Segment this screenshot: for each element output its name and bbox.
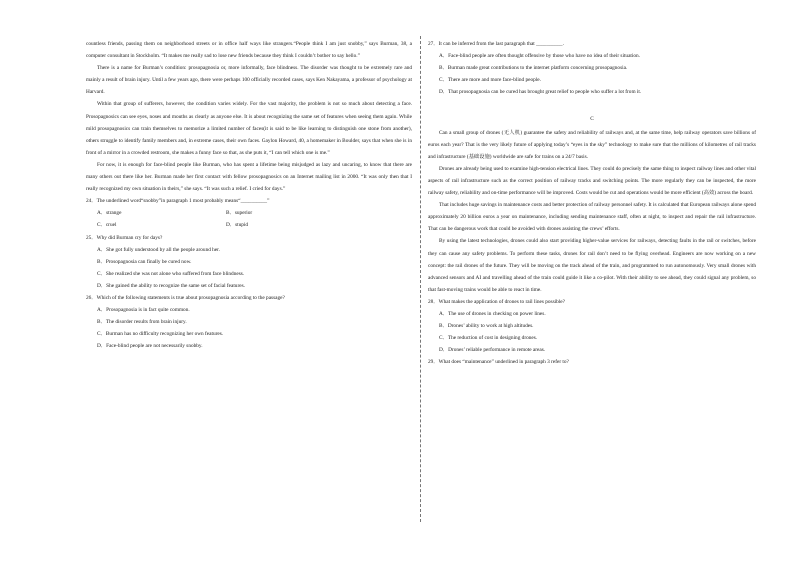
option-c: C．cruel xyxy=(97,222,117,229)
section-heading: C xyxy=(590,116,594,123)
option-d: D．Drones’ reliable performance in remote areas. xyxy=(439,347,546,354)
option-d: D．Face-blind people are not necessarily snobby. xyxy=(97,343,203,350)
option-b: B．superior xyxy=(226,210,253,217)
column-divider xyxy=(420,36,421,522)
question-26 xyxy=(86,292,412,352)
option-row xyxy=(86,219,412,231)
passage-paragraph: By using the latest technologies, drones could also start providing higher-value services for railways, detecting faults in the rail or switches, before they can cause any safety problems. To perform these tasks, drones for rail don’t need to be flying overhead. Engineers are now working on a new concept: the rail drones of the future. They will be moving on the track ahead of the train, and programmed to run autonomously. Very small drones with advanced sensors and AI and travelling ahead of the train could guide it like a co-pilot. With their ability to see ahead, they could signal any problem, so that fast-moving trains would be able to react in time. xyxy=(428,238,756,293)
passage-paragraph: There is a name for Burman’s condition: prosopagnosia or, more informally, face blindness. The disorder was thought to be extremely rare and mainly a result of brain injury. Until a few years ago, there were perhaps 100 officially recorded cases, says Ken Nakayama, a professor of psychology at Harvard. xyxy=(86,65,412,96)
option-d: D．stupid xyxy=(226,222,249,229)
question-stem: 26．Which of the following statements is true about prosopagnosia according to the passage? xyxy=(86,294,285,301)
option-c: C．Burman has no difficulty recognizing her own features. xyxy=(97,331,224,338)
passage-paragraph: Drones are already being used to examine high-tension electrical lines. They could do precisely the same thing to inspect railway lines and other vital aspects of rail infrastructure such as the correct position of railway tracks and switching points. The more regularly they can be inspected, the more railway safety, reliability and on-time performance will be improved. Costs would be cut and operations would be more efficient (高效) across the board. xyxy=(428,165,756,197)
passage-paragraph: That includes huge savings in maintenance costs and better protection of railway personnel safety. It is calculated that European railways alone spend approximately 20 billion euros a year on maintenance, including sending maintenance staff, often at night, to inspect and repair the rail infrastructure. That can be dangerous work that could be avoided with drones assisting the crews’ efforts. xyxy=(428,202,756,233)
option-c: C．There are more and more face-blind people. xyxy=(439,77,541,84)
passage-paragraph: For now, it is enough for face-blind people like Burman, who has spent a lifetime being misjudged as lazy and uncaring, to know that there are many others out there like her. Burman made her first contact with fellow prosopagnosics on an Internet mailing list in 2000. “It was only then that I really recognized my own situation in theirs,” she says. “It was such a relief. I cried for days.” xyxy=(86,161,412,193)
question-stem: 29．What does “maintenance” underlined in paragraph 3 refer to? xyxy=(428,359,569,366)
passage-paragraph: Can a small group of drones (无人机) guarantee the safety and reliability of railways and, at the same time, help railway operators save billions of euros each year? That is the very likely future of applying today’s “eyes in the sky” technology to make sure that the millions of kilometres of rail tracks and infrastructure (基础设施) worldwide are safe for trains on a 24/7 basis. xyxy=(428,129,756,160)
passage-paragraph: Within that group of sufferers, however, the condition varies widely. For the vast majority, the problem is not so much about detecting a face. Prosopagnosics can see eyes, noses and mouths as clearly as anyone else. It is about recognizing the same set of features when seeing them again. While mild prosopagnosics can train themselves to memorize a limited number of faces(it is said to be like learning to distinguish one stone from another), others struggle to identify family members and, in extreme cases, their own faces. Gaylon Howard, 40, a homemaker in Boulder, says that when she is in front of a mirror in a crowded restroom, she makes a funny face so that, as she puts it, “I can tell which one is me.” xyxy=(86,101,412,156)
question-24 xyxy=(86,195,412,231)
left-column xyxy=(86,38,412,352)
option-b: B．Burman made great contributions to the internet platform concerning prosopagnosia. xyxy=(439,65,628,72)
question-stem: 24．The underlined word“snobby”in paragraph 1 most probably means“__________” xyxy=(86,198,270,205)
option-b: B．The disorder results from brain injury. xyxy=(97,319,187,326)
question-27 xyxy=(428,38,756,98)
option-c: C．The reduction of cost in designing drones. xyxy=(439,335,538,342)
question-25 xyxy=(86,232,412,292)
option-d: D．That prosopagnosia can be cured has brought great relief to people who suffer a lot from it. xyxy=(439,89,642,96)
option-a: A．The use of drones in checking on power lines. xyxy=(439,310,546,317)
right-column xyxy=(428,38,756,368)
option-row xyxy=(86,207,412,219)
question-stem: 27．It can be inferred from the last paragraph that __________. xyxy=(428,41,564,47)
option-b: B．Drones’ ability to work at high altitudes. xyxy=(439,323,534,330)
option-a: A．strange xyxy=(97,210,122,217)
option-c: C．She realized she was not alone who suffered from face blindness. xyxy=(97,270,245,277)
option-a: A．Prosopagnosia is in fact quite common. xyxy=(97,307,190,314)
option-b: B．Prosopagnosia can finally be cured now. xyxy=(97,258,192,265)
question-28 xyxy=(428,296,756,356)
question-29 xyxy=(428,356,756,368)
question-stem: 28．What makes the application of drones to rail lines possible? xyxy=(428,298,565,305)
passage-paragraph: countless friends, passing them on neighborhood streets or in office half ways like strangers.“People think I am just snobby,” says Burman, 38, a computer consultant in Stockholm. “It makes me really sad to lose new friends because they think I couldn’t bother to say hello.” xyxy=(86,41,412,60)
option-d: D．She gained the ability to recognize the same set of facial features. xyxy=(97,282,245,289)
option-a: A．Face-blind people are often thought offensive by those who have no idea of their situation. xyxy=(439,53,640,60)
option-a: A．She got fully understood by all the people around her. xyxy=(97,246,220,253)
question-stem: 25．Why did Burman cry for days? xyxy=(86,234,163,241)
